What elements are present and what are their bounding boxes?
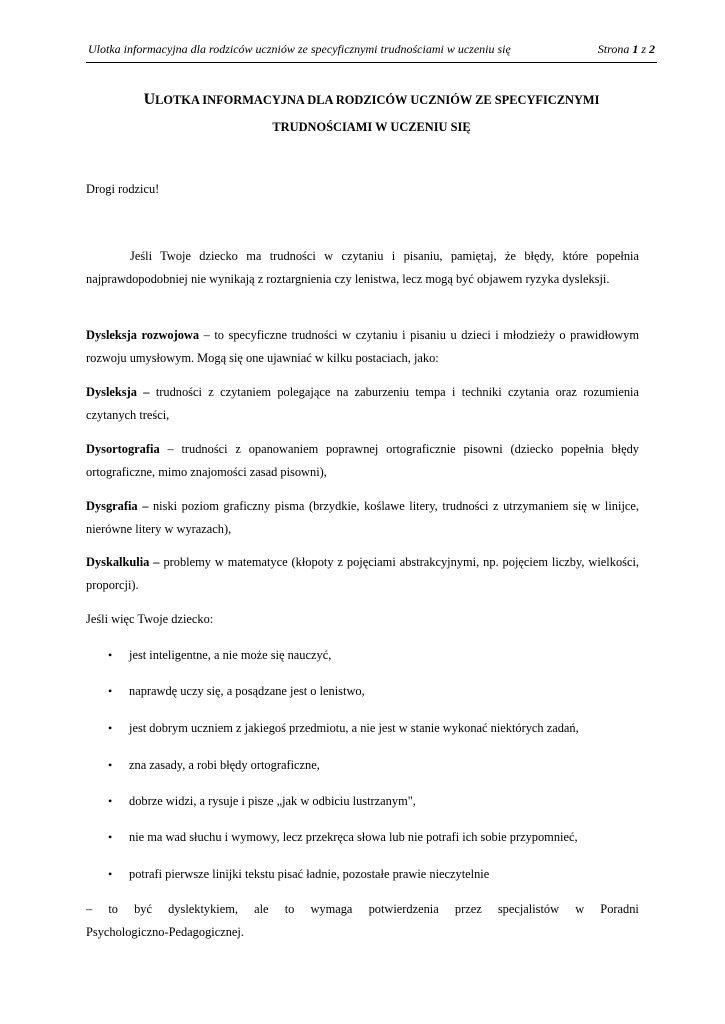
- bullet-icon: •: [108, 830, 113, 844]
- bullet-icon: •: [108, 758, 113, 772]
- document-title-line-1: [86, 91, 657, 109]
- closing-word: w: [575, 902, 585, 916]
- page-header: [86, 40, 657, 63]
- definition-text: trudności z czytaniem polegające na zaburzeniu tempa i techniki czytania oraz rozumienia czytanych treści,: [86, 385, 639, 422]
- closing-line-2: Psychologiczno-Pedagogicznej.: [86, 925, 244, 939]
- list-item-text: dobrze widzi, a rysuje i pisze „jak w odbiciu lustrzanym",: [129, 794, 416, 808]
- header-title: Ulotka informacyjna dla rodziców uczniów ze specyficznymi trudnościami w uczeniu się: [88, 42, 511, 56]
- list-item-text: potrafi pierwsze linijki tekstu pisać ładnie, pozostałe prawie nieczytelnie: [129, 867, 490, 881]
- definition-text: – to specyficzne trudności w czytaniu i pisaniu u dzieci i młodzieży o prawidłowym rozwoju umysłowym. Mogą się one ujawniać w kilku postaciach, jako:: [86, 328, 639, 365]
- definition-paragraph: [86, 381, 639, 427]
- bullet-icon: •: [108, 867, 113, 881]
- definition-paragraph: [86, 551, 639, 597]
- closing-word: ale: [254, 902, 269, 916]
- definition-paragraph: [86, 495, 639, 541]
- closing-word: przez: [454, 902, 482, 916]
- title-rest: LOTKA INFORMACYJNA DLA RODZICÓW UCZNIÓW ZE SPECYFICZNYMI: [155, 93, 600, 107]
- closing-word: specjalistów: [497, 902, 560, 916]
- closing-line-1: [86, 898, 639, 921]
- page-current: 1: [632, 42, 639, 56]
- title-initial: U: [143, 91, 156, 108]
- bullet-icon: •: [108, 684, 113, 698]
- closing-word: to: [284, 902, 295, 916]
- definition-text: problemy w matematyce (kłopoty z pojęciami abstrakcyjnymi, np. pojęciem liczby, wielkości, proporcji).: [86, 555, 639, 592]
- bullet-icon: •: [108, 721, 113, 735]
- page-total: 2: [649, 42, 655, 56]
- bullet-icon: •: [108, 648, 113, 662]
- closing-word: potwierdzenia: [368, 902, 439, 916]
- definition-term: Dysleksja –: [86, 385, 150, 399]
- page-prefix: Strona: [597, 42, 633, 56]
- greeting: Drogi rodzicu!: [86, 182, 160, 196]
- list-item-text: jest dobrym uczniem z jakiegoś przedmiotu, a nie jest w stanie wykonać niektórych zadań,: [129, 721, 579, 735]
- definition-paragraph: [86, 324, 639, 370]
- definition-text: niski poziom graficzny pisma (brzydkie, koślawe litery, trudności z utrzymaniem się w linijce, nierówne litery w wyrazach),: [86, 499, 639, 536]
- definition-paragraph: [86, 438, 639, 484]
- definition-term: Dysgrafia –: [86, 499, 149, 513]
- list-item-text: zna zasady, a robi błędy ortograficzne,: [129, 758, 320, 772]
- closing-word: Poradni: [600, 902, 639, 916]
- bullet-icon: •: [108, 794, 113, 808]
- closing-word: dyslektykiem,: [168, 902, 238, 916]
- page-separator: z: [638, 42, 649, 56]
- closing-paragraph: [86, 898, 639, 944]
- list-item-text: naprawdę uczy się, a posądzane jest o lenistwo,: [129, 684, 365, 698]
- intro-paragraph: Jeśli Twoje dziecko ma trudności w czytaniu i pisaniu, pamiętaj, że błędy, które popełnia najprawdopodobniej nie wynikają z roztargnienia czy lenistwa, lecz mogą być objawem ryzyka dysleksji.: [86, 249, 639, 286]
- definition-text: – trudności z opanowaniem poprawnej ortograficznie pisowni (dziecko popełnia błędy ortograficzne, mimo znajomości zasad pisowni),: [86, 442, 639, 479]
- list-item-text: nie ma wad słuchu i wymowy, lecz przekręca słowa lub nie potrafi ich sobie przypomnieć,: [129, 830, 578, 844]
- lead-in-text: Jeśli więc Twoje dziecko:: [86, 612, 214, 626]
- definition-term: Dyskalkulia –: [86, 555, 160, 569]
- definition-term: Dysortografia: [86, 442, 160, 456]
- page-number: [598, 42, 655, 57]
- document-title-line-2: TRUDNOŚCIAMI W UCZENIU SIĘ: [272, 120, 471, 134]
- closing-word: być: [134, 902, 152, 916]
- closing-word: wymaga: [310, 902, 353, 916]
- list-item-text: jest inteligentne, a nie może się nauczyć,: [129, 648, 332, 662]
- closing-word: to: [108, 902, 118, 916]
- definition-term: Dysleksja rozwojowa: [86, 328, 200, 342]
- closing-word: –: [86, 902, 93, 916]
